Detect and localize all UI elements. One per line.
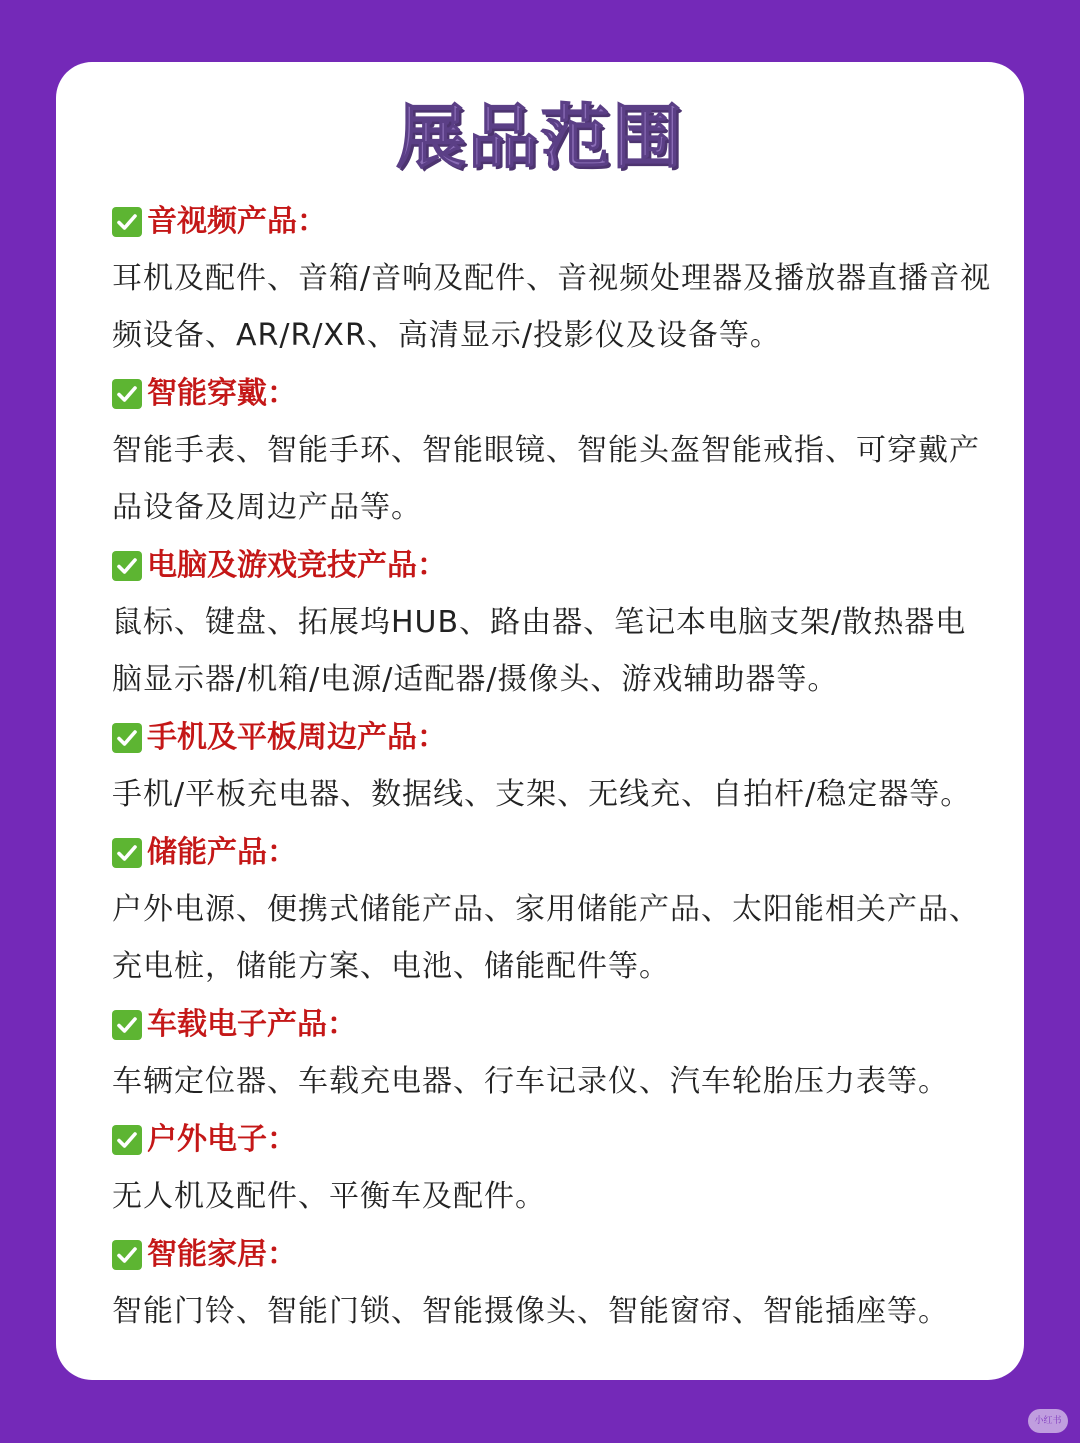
section-body: 户外电源、便携式储能产品、家用储能产品、太阳能相关产品、充电桩，储能方案、电池、储能配件等。: [112, 892, 980, 984]
section-heading-text: 音视频产品：: [147, 204, 327, 239]
watermark-badge: 小红书: [1028, 1409, 1068, 1433]
check-mark-icon: [112, 551, 142, 581]
section-heading: [112, 1111, 992, 1168]
section-body: 耳机及配件、音箱/音响及配件、音视频处理器及播放器直播音视频设备、AR/R/XR、高清显示/投影仪及设备等。: [112, 261, 992, 353]
check-mark-icon: [112, 207, 142, 237]
section-body: 智能门铃、智能门锁、智能摄像头、智能窗帘、智能插座等。: [112, 1294, 949, 1329]
page-title: 展品范围: [396, 96, 684, 178]
section-heading-text: 储能产品：: [147, 835, 297, 870]
section-body: 智能手表、智能手环、智能眼镜、智能头盔智能戒指、可穿戴产品设备及周边产品等。: [112, 433, 980, 525]
section-heading-text: 电脑及游戏竞技产品：: [147, 548, 447, 583]
check-mark-icon: [112, 1010, 142, 1040]
section-heading-text: 手机及平板周边产品：: [147, 720, 447, 755]
section-heading: [112, 193, 992, 250]
check-mark-icon: [112, 379, 142, 409]
check-mark-icon: [112, 1240, 142, 1270]
section-outdoor-electronics: [112, 1111, 992, 1225]
section-heading-text: 智能家居：: [147, 1237, 297, 1272]
section-vehicle-electronics: [112, 996, 992, 1110]
section-heading-text: 智能穿戴：: [147, 376, 297, 411]
section-body: 无人机及配件、平衡车及配件。: [112, 1179, 546, 1214]
section-heading: [112, 996, 992, 1053]
section-heading: [112, 1226, 992, 1283]
section-audio-video: [112, 193, 992, 364]
section-heading-text: 车载电子产品：: [147, 1007, 357, 1042]
section-body: 鼠标、键盘、拓展坞HUB、路由器、笔记本电脑支架/散热器电脑显示器/机箱/电源/适配器/摄像头、游戏辅助器等。: [112, 605, 967, 697]
section-computer-gaming: [112, 537, 992, 708]
check-mark-icon: [112, 723, 142, 753]
check-mark-icon: [112, 838, 142, 868]
section-smart-home: [112, 1226, 992, 1340]
section-heading: [112, 365, 992, 422]
section-body: 手机/平板充电器、数据线、支架、无线充、自拍杆/稳定器等。: [112, 777, 972, 812]
section-heading: [112, 824, 992, 881]
section-heading: [112, 709, 992, 766]
section-heading-text: 户外电子：: [147, 1122, 297, 1157]
section-wearables: [112, 365, 992, 536]
section-heading: [112, 537, 992, 594]
check-mark-icon: [112, 1125, 142, 1155]
section-mobile-tablet: [112, 709, 992, 823]
section-body: 车辆定位器、车载充电器、行车记录仪、汽车轮胎压力表等。: [112, 1064, 949, 1099]
section-energy-storage: [112, 824, 992, 995]
